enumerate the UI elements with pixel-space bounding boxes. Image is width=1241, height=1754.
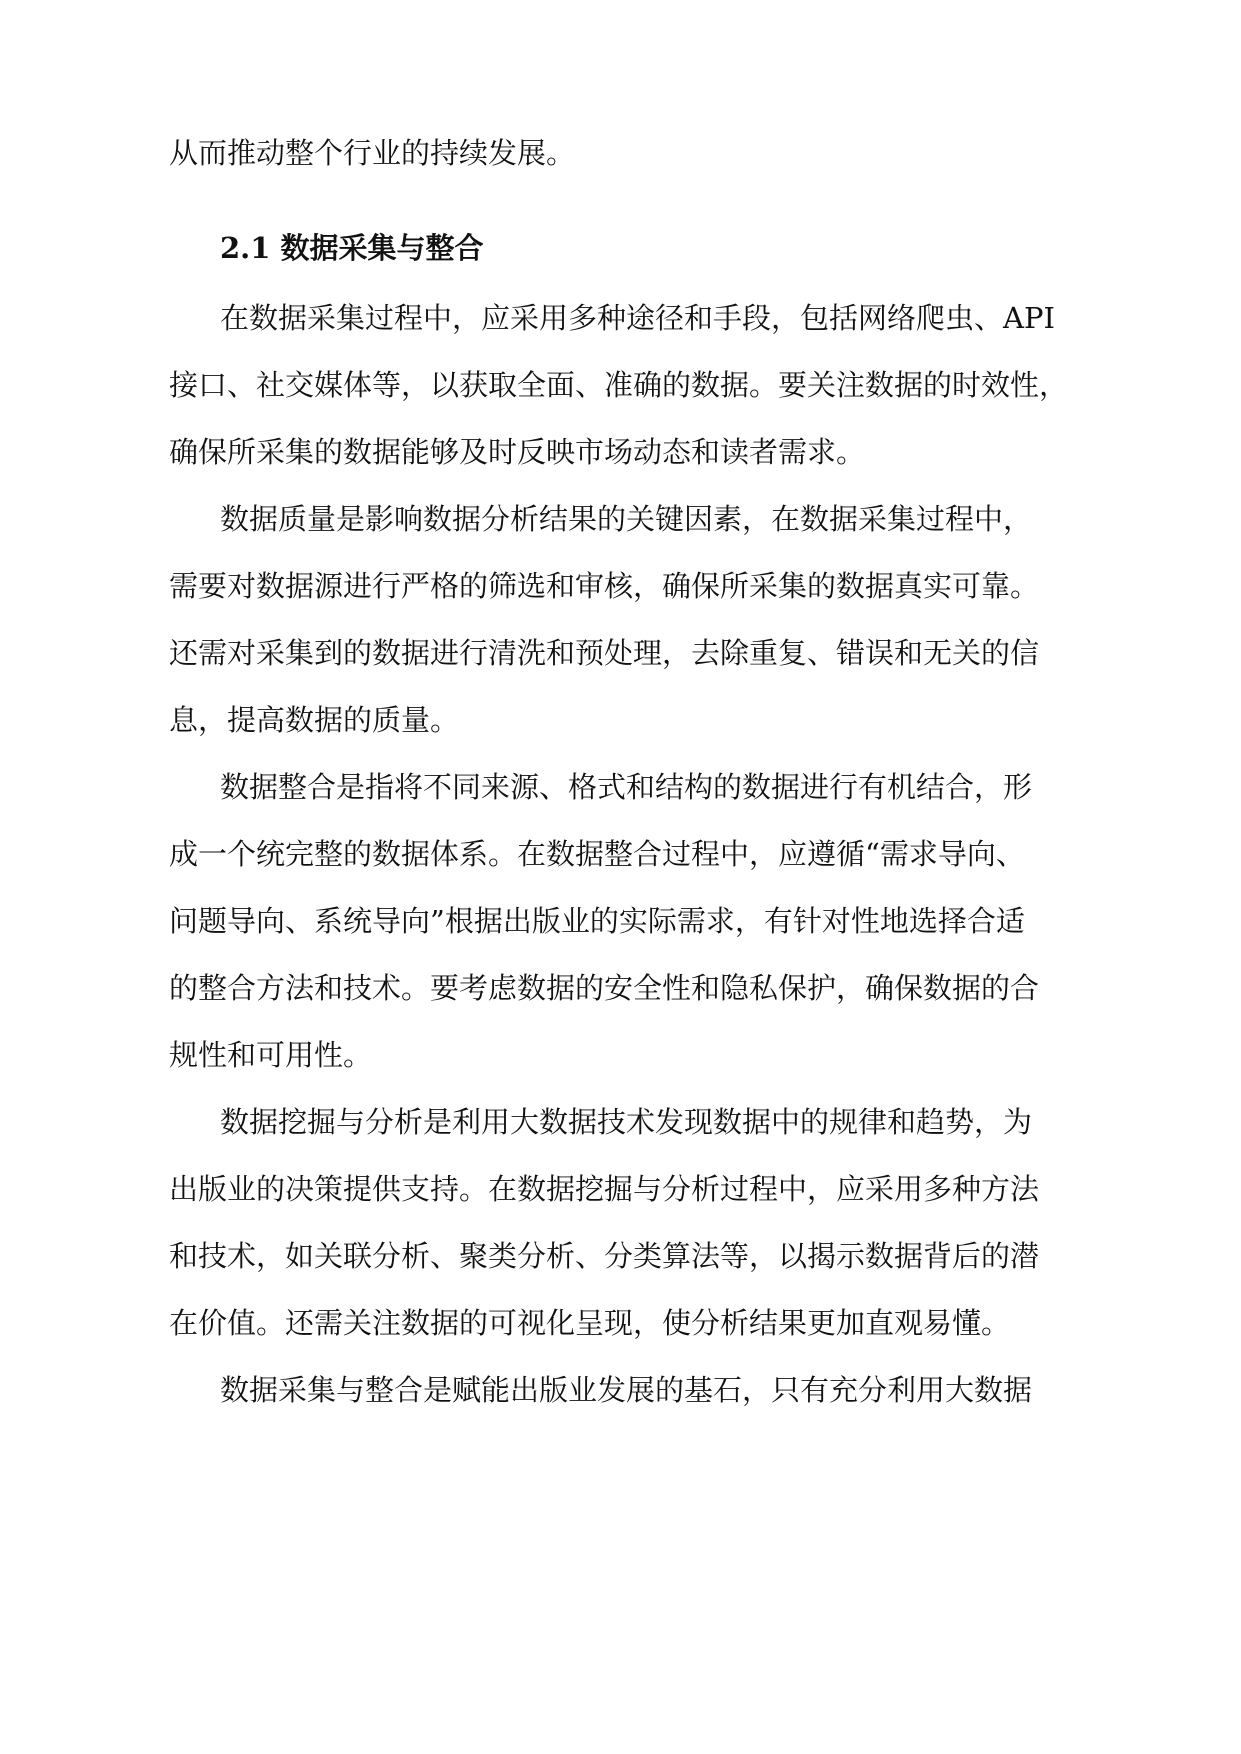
- paragraph-line: 数据采集与整合是赋能出版业发展的基石，只有充分利用大数据: [220, 1373, 1033, 1407]
- paragraph-line: 还需对采集到的数据进行清洗和预处理，去除重复、错误和无关的信: [169, 636, 1040, 670]
- paragraph-line: 在价值。还需关注数据的可视化呈现，使分析结果更加直观易懂。: [169, 1306, 1011, 1340]
- paragraph-line: 数据质量是影响数据分析结果的关键因素，在数据采集过程中，: [220, 502, 1033, 536]
- paragraph-line: 规性和可用性。: [169, 1038, 373, 1072]
- paragraph-line: 和技术，如关联分析、聚类分析、分类算法等，以揭示数据背后的潜: [169, 1239, 1040, 1273]
- paragraph-line: 息，提高数据的质量。: [169, 703, 460, 737]
- paragraph-line: 需要对数据源进行严格的筛选和审核，确保所采集的数据真实可靠。: [169, 569, 1040, 603]
- paragraph-line: 问题导向、系统导向”根据出版业的实际需求，有针对性地选择合适: [169, 904, 1025, 938]
- paragraph-line: 在数据采集过程中，应采用多种途径和手段，包括网络爬虫、API: [220, 301, 1055, 335]
- paragraph-line: 确保所采集的数据能够及时反映市场动态和读者需求。: [169, 435, 866, 469]
- paragraph-line: 出版业的决策提供支持。在数据挖掘与分析过程中，应采用多种方法: [169, 1172, 1040, 1206]
- paragraph-line: 接口、社交媒体等，以获取全面、准确的数据。要关注数据的时效性，: [169, 368, 1069, 402]
- paragraph-line: 数据挖掘与分析是利用大数据技术发现数据中的规律和趋势，为: [220, 1105, 1033, 1139]
- section-heading: 2.1 数据采集与整合: [220, 231, 484, 265]
- paragraph-line: 成一个统完整的数据体系。在数据整合过程中，应遵循“需求导向、: [169, 837, 1025, 871]
- paragraph-line: 的整合方法和技术。要考虑数据的安全性和隐私保护，确保数据的合: [169, 971, 1040, 1005]
- paragraph-line: 数据整合是指将不同来源、格式和结构的数据进行有机结合，形: [220, 770, 1033, 804]
- paragraph-line: 从而推动整个行业的持续发展。: [169, 136, 576, 170]
